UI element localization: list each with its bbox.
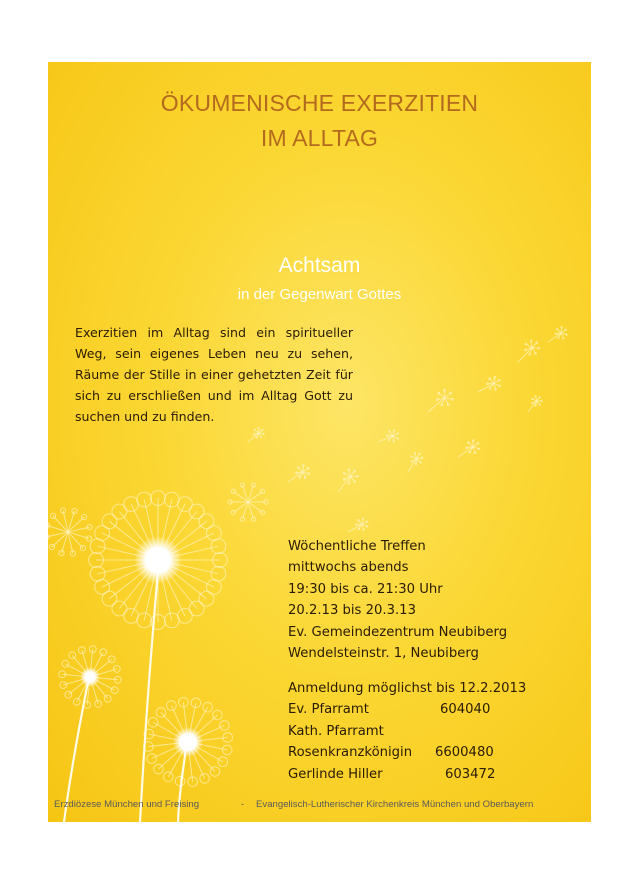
motto-subheading: in der Gegenwart Gottes — [237, 286, 402, 303]
meeting-dates: 20.2.13 bis 20.3.13 — [288, 603, 416, 619]
registration-details — [288, 678, 526, 785]
contact-number: 6600480 — [435, 745, 494, 761]
intro-paragraph: Exerzitien im Alltag sind ein spiritueller Weg, sein eigenes Leben neu zu sehen, Räume der Stille in einer gehetzten Zeit für sich zu erschließen und im Alltag Gott zu suchen und zu finden. — [75, 325, 353, 424]
contact-name: Gerlinde Hiller — [288, 766, 383, 782]
contact-row — [288, 742, 526, 763]
page-title-line-2: IM ALLTAG — [260, 125, 379, 151]
meeting-address: Wendelsteinstr. 1, Neubiberg — [288, 646, 479, 662]
meeting-time: 19:30 bis ca. 21:30 Uhr — [288, 581, 443, 597]
meeting-line: mittwochs abends — [288, 560, 409, 576]
footer-separator: - — [241, 799, 245, 810]
footer-church-district: Evangelisch-Lutherischer Kirchenkreis München und Oberbayern — [256, 799, 534, 810]
contact-name: Rosenkranzkönigin — [288, 745, 413, 761]
contact-name: Ev. Pfarramt — [288, 702, 369, 718]
poster — [48, 62, 591, 822]
meeting-line: Wöchentliche Treffen — [288, 539, 426, 554]
meeting-venue: Ev. Gemeindezentrum Neubiberg — [288, 624, 508, 640]
motto-heading: Achtsam — [278, 254, 361, 277]
contact-name: Kath. Pfarramt — [288, 723, 384, 739]
contact-number: 603472 — [445, 766, 496, 782]
contact-row — [288, 699, 526, 720]
meeting-details — [288, 536, 507, 664]
page-title-line-1: ÖKUMENISCHE EXERZITIEN — [160, 90, 479, 116]
footer-archdiocese: Erzdiözese München und Freising — [54, 799, 200, 810]
registration-heading: Anmeldung möglichst bis 12.2.2013 — [288, 681, 527, 696]
contact-number: 604040 — [440, 702, 491, 718]
contact-row — [288, 764, 526, 785]
contact-row — [288, 721, 526, 742]
